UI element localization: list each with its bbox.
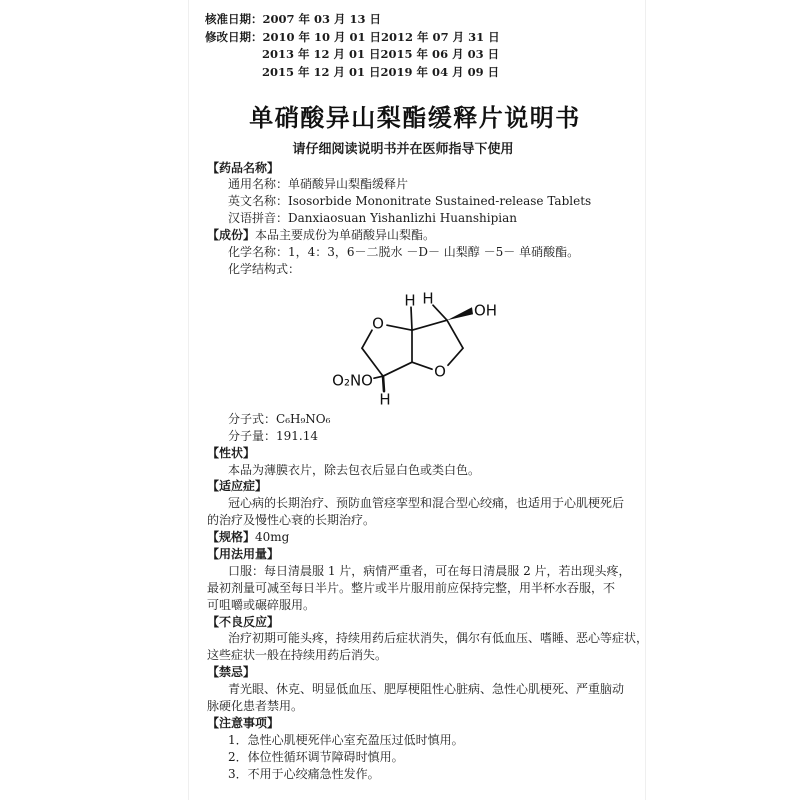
precaution-item: 2．体位性循环调节障碍时慎用。	[228, 749, 404, 764]
leaflet-body	[207, 160, 649, 783]
pinyin-name-value: Danxiaosuan Yishanlizhi Huanshipian	[288, 211, 517, 226]
molecular-formula-value: C₆H₉NO₆	[276, 411, 331, 426]
description-text: 本品为薄膜衣片，除去包衣后显白色或类白色。	[228, 462, 481, 477]
section-heading-indications: 【适应症】	[207, 479, 268, 494]
bond	[374, 376, 383, 378]
dosage-text: 口服：每日清晨服 1 片，病情严重者，可在每日清晨服 2 片，若出现头疼，	[228, 563, 631, 578]
section-heading-adverse-reactions: 【不良反应】	[207, 614, 280, 629]
molecular-formula-line	[207, 411, 640, 428]
bond	[411, 307, 412, 330]
revision-date: 2013 年 12 月 01 日	[262, 47, 381, 62]
indications-text: 的治疗及慢性心衰的长期治疗。	[207, 513, 376, 528]
document-title: 单硝酸异山梨酯缓释片说明书	[249, 104, 581, 132]
bond	[433, 305, 447, 320]
chemical-name-label: 化学名称：	[228, 244, 289, 259]
revision-date: 2010 年 10 月 01 日	[262, 29, 382, 44]
pinyin-name-label: 汉语拼音：	[228, 211, 289, 226]
adverse-reactions-text: 治疗初期可能头疼，持续用药后症状消失，偶尔有低血压、嗜睡、恶心等症状，	[228, 631, 649, 646]
english-name-line	[207, 193, 640, 210]
revision-history	[205, 11, 500, 82]
pinyin-name-line	[207, 210, 640, 227]
approval-date-label: 核准日期：	[205, 12, 263, 26]
precaution-item: 1．急性心肌梗死伴心室充盈压过低时慎用。	[228, 732, 464, 747]
atom-label-o: O	[434, 362, 446, 381]
approval-date-row	[205, 11, 500, 29]
wedge-bond	[447, 307, 473, 320]
indications-text: 冠心病的长期治疗、预防血管痉挛型和混合型心绞痛，也适用于心肌梗死后	[228, 496, 625, 511]
molecular-weight-label: 分子量：	[228, 428, 277, 443]
bond	[412, 320, 447, 330]
dosage-text: 可咀嚼或碾碎服用。	[207, 597, 316, 612]
bond	[387, 325, 412, 330]
generic-name-label: 通用名称：	[228, 177, 289, 192]
revision-date-row	[205, 46, 500, 64]
molecular-weight-line	[207, 428, 640, 445]
revision-date: 2012 年 07 月 31 日	[381, 29, 500, 44]
atom-label-h: H	[379, 390, 391, 409]
contraindications-text: 青光眼、休克、明显低血压、肥厚梗阻性心脏病、急性心肌梗死、严重脑动	[228, 682, 625, 697]
section-heading-drug-name: 【药品名称】	[207, 160, 280, 175]
atom-label-oh: OH	[473, 301, 498, 320]
section-heading-specification: 【规格】	[207, 530, 256, 545]
revision-date-row	[205, 64, 500, 82]
generic-name-line	[207, 176, 640, 193]
chemical-name-value: 1，4：3，6－二脱水 －D－ 山梨醇 －5－ 单硝酸酯。	[288, 244, 580, 259]
bond	[412, 362, 432, 369]
specification-value: 40mg	[255, 530, 290, 545]
atom-label-o: O	[372, 314, 384, 333]
revision-date: 2019 年 04 月 09 日	[380, 65, 500, 80]
molecular-formula-label: 分子式：	[228, 411, 277, 426]
approval-date: 2007 年 03 月 13 日	[262, 12, 382, 26]
precaution-item: 3．不用于心绞痛急性发作。	[228, 766, 380, 781]
specification-line	[207, 529, 640, 546]
bond	[383, 362, 412, 376]
revision-date: 2015 年 06 月 03 日	[380, 47, 500, 62]
adverse-reactions-text: 这些症状一般在持续用药后消失。	[207, 648, 388, 663]
composition-text: 本品主要成份为单硝酸异山梨酯。	[255, 228, 436, 243]
label-spacer	[205, 46, 262, 64]
revision-date-label: 修改日期：	[205, 29, 263, 44]
molecular-weight-value: 191.14	[276, 428, 319, 443]
revision-date: 2015 年 12 月 01 日	[262, 65, 381, 80]
atom-label-nitrate: O₂NO	[332, 371, 374, 390]
revision-date-row	[205, 29, 500, 47]
bond	[447, 320, 463, 348]
atom-label-h: H	[422, 289, 434, 308]
section-heading-composition: 【成份】	[207, 228, 256, 243]
composition-line	[207, 227, 640, 244]
english-name-value: Isosorbide Mononitrate Sustained-release Tablets	[288, 194, 592, 209]
section-heading-dosage: 【用法用量】	[207, 546, 280, 561]
chemical-name-line	[207, 244, 640, 261]
dosage-text: 最初剂量可减至每日半片。整片或半片服用前应保持完整，用半杯水吞服，不	[207, 580, 616, 595]
english-name-label: 英文名称：	[228, 194, 289, 209]
bond	[448, 348, 463, 365]
document-subtitle: 请仔细阅读说明书并在医师指导下使用	[292, 142, 514, 157]
chemical-structure-diagram	[207, 278, 640, 411]
generic-name-value: 单硝酸异山梨酯缓释片	[288, 177, 409, 192]
section-heading-contraindications: 【禁忌】	[207, 665, 256, 680]
section-heading-description: 【性状】	[207, 445, 256, 460]
bond	[362, 330, 372, 348]
atom-label-h: H	[404, 291, 416, 310]
section-heading-precautions: 【注意事项】	[207, 715, 280, 730]
bond	[383, 376, 384, 391]
contraindications-text: 脉硬化患者禁用。	[207, 698, 304, 713]
structure-label: 化学结构式：	[228, 261, 301, 276]
label-spacer	[205, 64, 262, 82]
